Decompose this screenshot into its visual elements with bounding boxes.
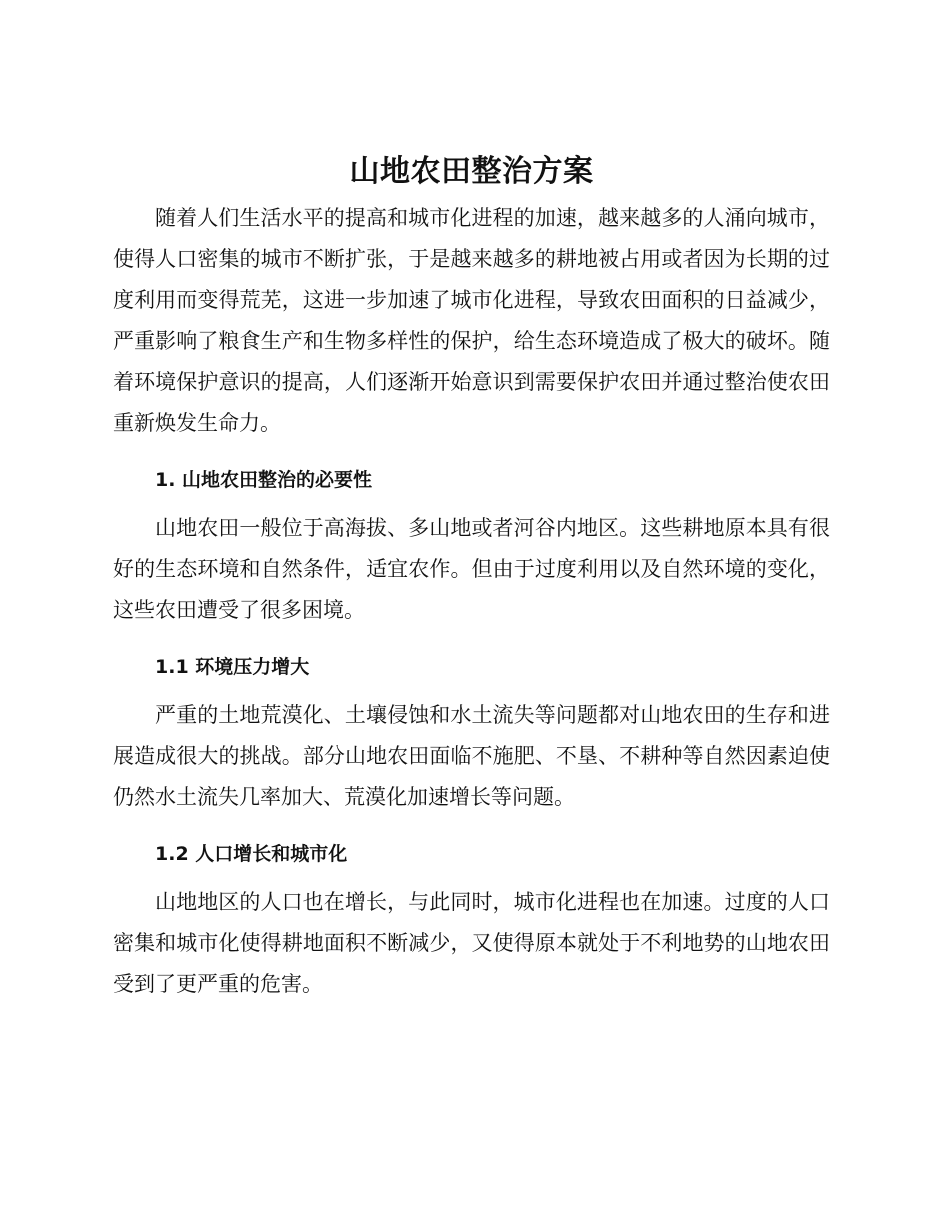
section-body-environment-pressure: 严重的土地荒漠化、土壤侵蚀和水土流失等问题都对山地农田的生存和进展造成很大的挑战。部分山地农田面临不施肥、不垦、不耕种等自然因素迫使仍然水土流失几率加大、荒漠化加速增长等问题。 xyxy=(113,703,830,809)
section-heading-environment-pressure: 1.1 环境压力增大 xyxy=(155,656,310,678)
section-heading-population-urbanization: 1.2 人口增长和城市化 xyxy=(155,843,348,865)
section-heading-necessity: 1. 山地农田整治的必要性 xyxy=(155,469,373,491)
section-body-necessity: 山地农田一般位于高海拔、多山地或者河谷内地区。这些耕地原本具有很好的生态环境和自然条件，适宜农作。但由于过度利用以及自然环境的变化，这些农田遭受了很多困境。 xyxy=(113,516,830,622)
section-body-population-urbanization: 山地地区的人口也在增长，与此同时，城市化进程也在加速。过度的人口密集和城市化使得耕地面积不断减少，又使得原本就处于不利地势的山地农田受到了更严重的危害。 xyxy=(113,890,830,996)
intro-paragraph: 随着人们生活水平的提高和城市化进程的加速，越来越多的人涌向城市，使得人口密集的城市不断扩张，于是越来越多的耕地被占用或者因为长期的过度利用而变得荒芜，这进一步加速了城市化进程，导致农田面积的日益减少，严重影响了粮食生产和生物多样性的保护，给生态环境造成了极大的破坏。随着环境保护意识的提高，人们逐渐开始意识到需要保护农田并通过整治使农田重新焕发生命力。 xyxy=(113,206,830,435)
document-title: 山地农田整治方案 xyxy=(349,154,594,189)
